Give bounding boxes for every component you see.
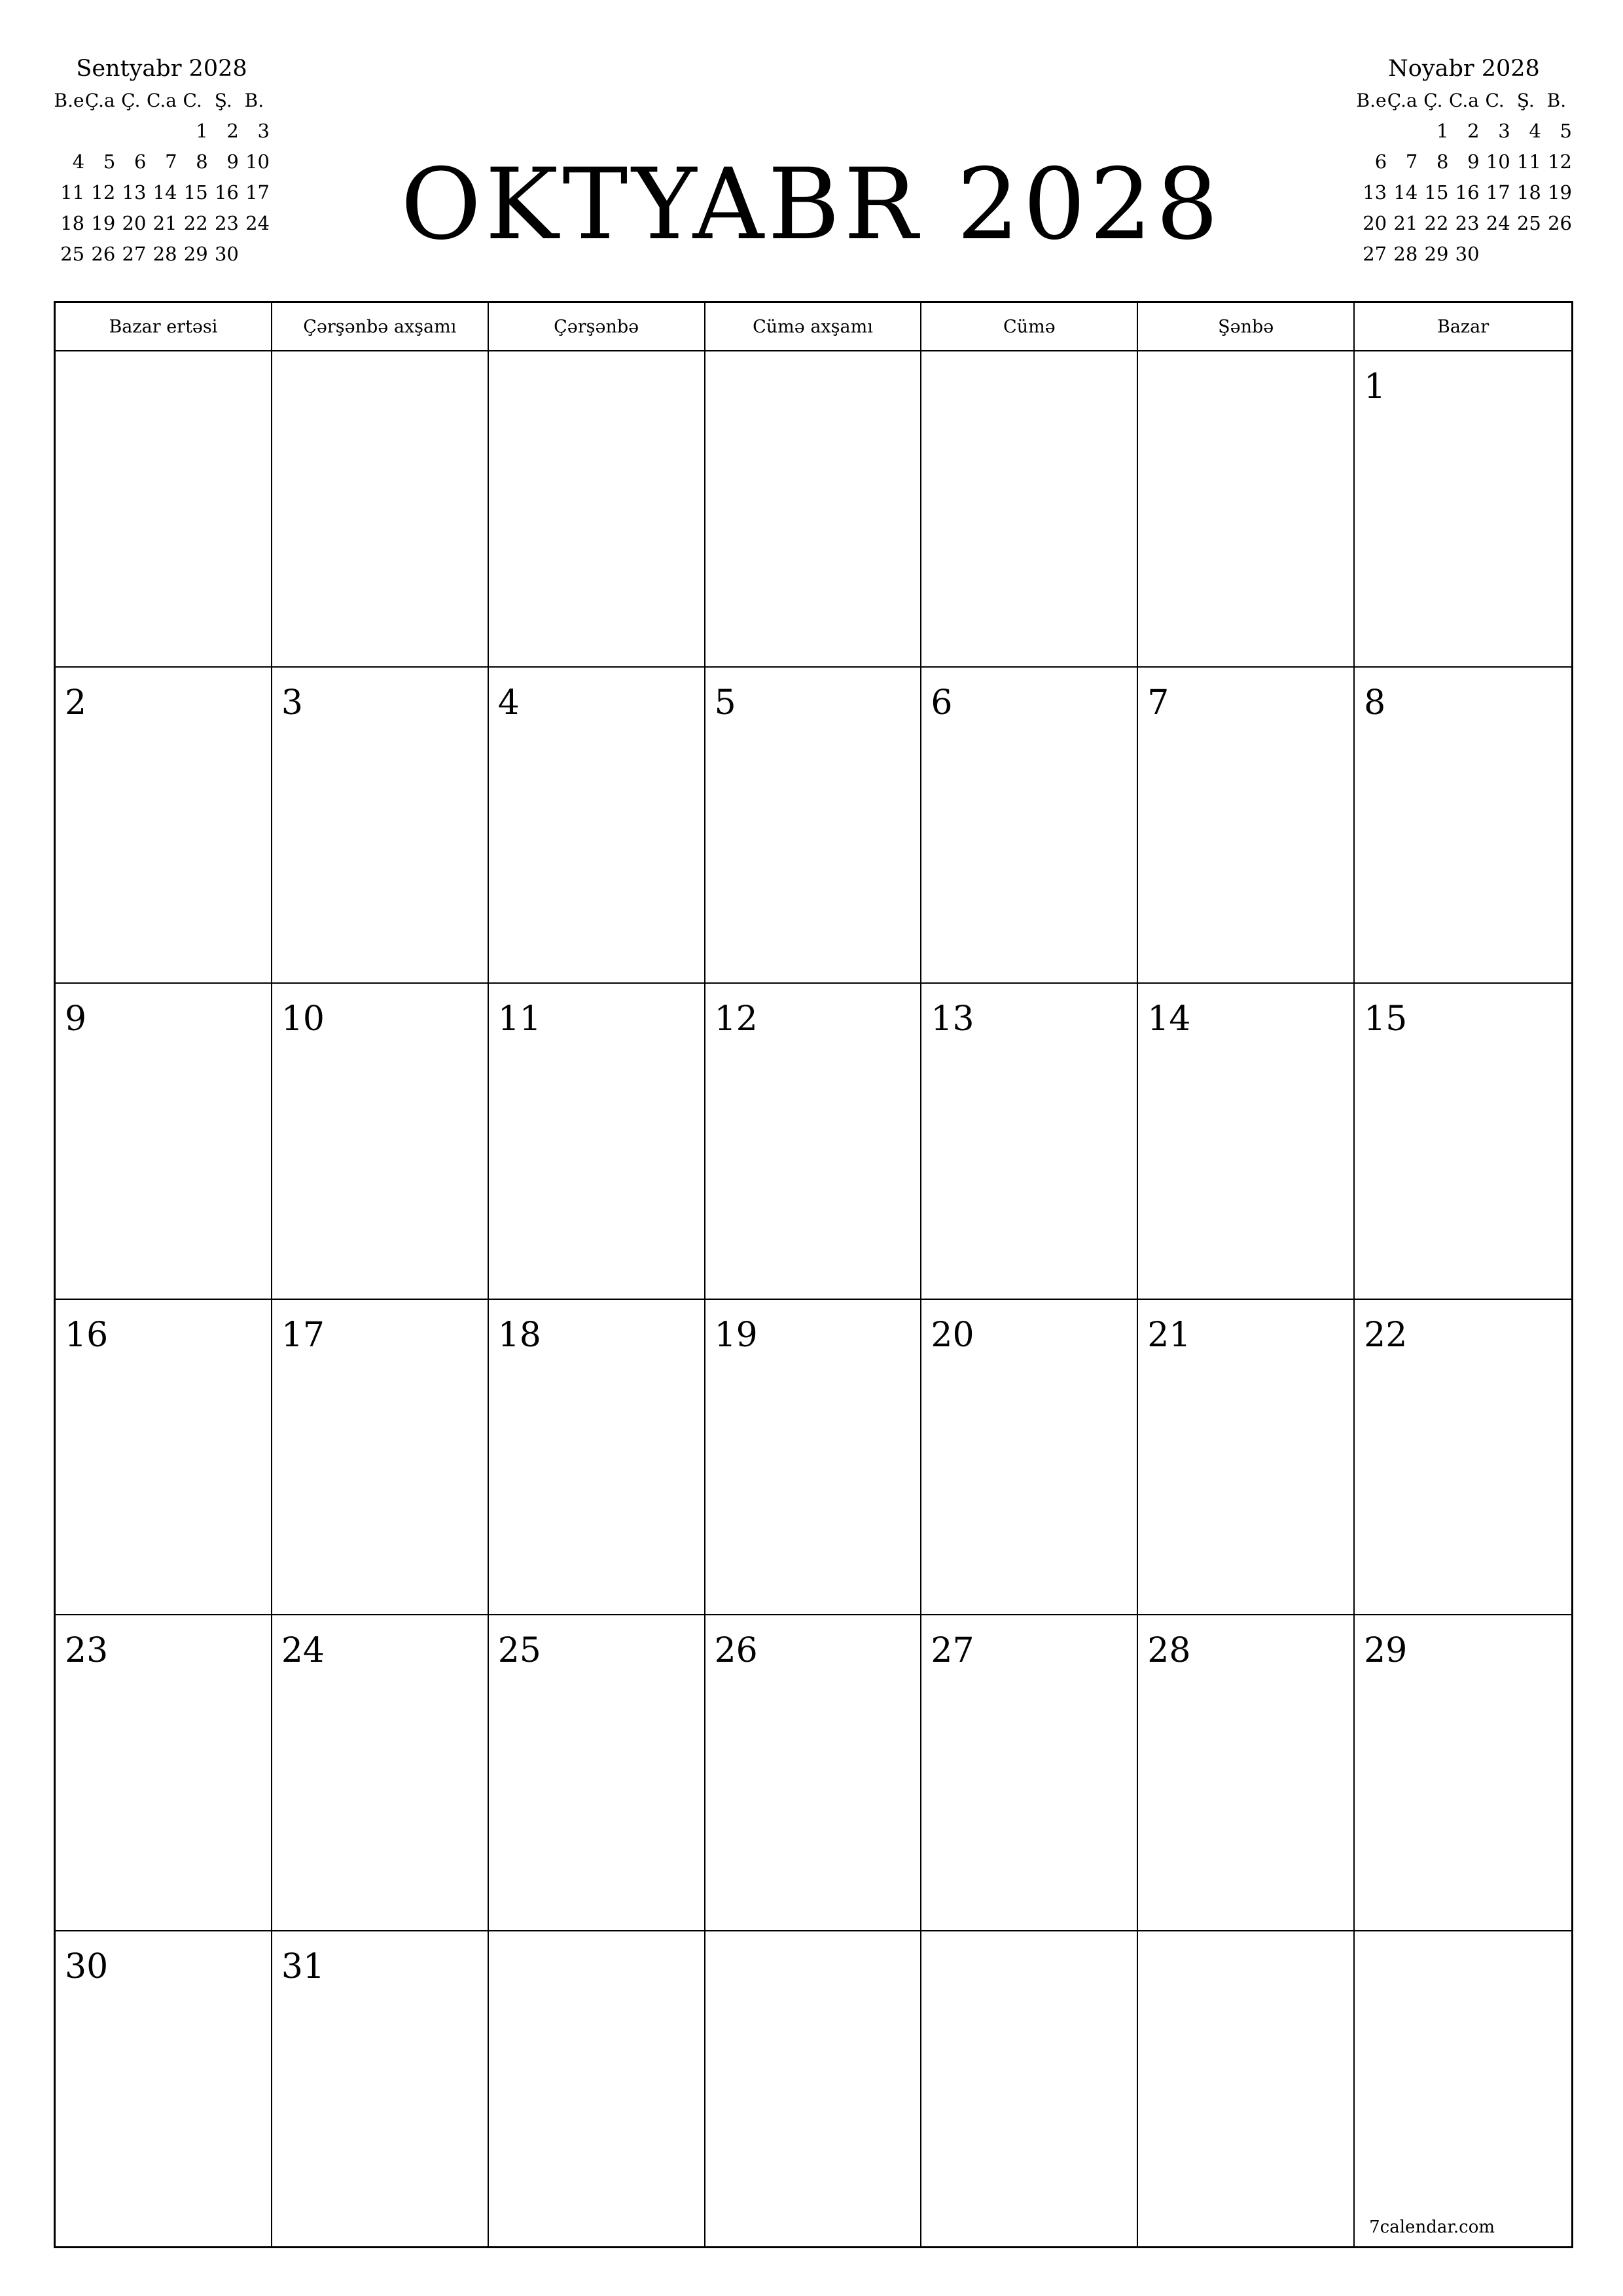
mini-day: 11 bbox=[60, 181, 85, 204]
mini-day: 29 bbox=[183, 243, 208, 265]
day-number: 20 bbox=[931, 1315, 974, 1355]
day-number: 26 bbox=[714, 1631, 758, 1671]
weekday-header: Bazar ertəsi bbox=[56, 303, 272, 350]
day-cell[interactable] bbox=[272, 351, 489, 668]
day-number: 16 bbox=[65, 1315, 109, 1355]
day-number: 14 bbox=[1147, 999, 1191, 1039]
day-cell[interactable] bbox=[921, 1615, 1138, 1931]
mini-day: 24 bbox=[1486, 212, 1510, 234]
day-cell[interactable] bbox=[705, 1300, 922, 1616]
mini-day: 30 bbox=[214, 243, 239, 265]
day-cell[interactable] bbox=[921, 984, 1138, 1300]
day-number: 3 bbox=[281, 683, 303, 723]
day-cell[interactable] bbox=[705, 1931, 922, 2248]
day-number: 8 bbox=[1364, 683, 1386, 723]
day-number: 1 bbox=[1364, 367, 1386, 406]
mini-weekday: Ç.a bbox=[1387, 90, 1418, 111]
day-number: 17 bbox=[281, 1315, 325, 1355]
mini-day: 28 bbox=[1393, 243, 1418, 265]
day-number: 2 bbox=[65, 683, 87, 723]
mini-day: 10 bbox=[245, 151, 270, 173]
day-number: 5 bbox=[714, 683, 736, 723]
day-cell[interactable] bbox=[489, 1931, 705, 2248]
mini-day: 3 bbox=[257, 120, 270, 142]
mini-day: 10 bbox=[1486, 151, 1510, 173]
day-number: 31 bbox=[281, 1947, 325, 1987]
mini-day: 16 bbox=[1455, 181, 1480, 204]
mini-weekday: B. bbox=[1546, 90, 1567, 111]
mini-day: 22 bbox=[1424, 212, 1449, 234]
mini-day: 23 bbox=[214, 212, 239, 234]
mini-weekday: C.a bbox=[1448, 90, 1479, 111]
day-cell[interactable] bbox=[56, 668, 272, 984]
site-watermark: 7calendar.com bbox=[1369, 2217, 1495, 2237]
mini-day: 28 bbox=[152, 243, 177, 265]
day-cell[interactable] bbox=[489, 1615, 705, 1931]
day-cell[interactable] bbox=[1355, 1931, 1571, 2248]
mini-day: 11 bbox=[1516, 151, 1541, 173]
mini-day: 21 bbox=[1393, 212, 1418, 234]
mini-day bbox=[115, 116, 146, 147]
day-number: 22 bbox=[1364, 1315, 1408, 1355]
mini-day: 6 bbox=[134, 151, 147, 173]
mini-day bbox=[54, 116, 84, 147]
day-cell[interactable] bbox=[1355, 1615, 1571, 1931]
mini-day: 25 bbox=[1516, 212, 1541, 234]
day-cell[interactable] bbox=[489, 668, 705, 984]
mini-day: 6 bbox=[1374, 151, 1387, 173]
mini-weekday: Ç.a bbox=[84, 90, 115, 111]
mini-calendar-next-month bbox=[1356, 52, 1572, 270]
mini-day: 22 bbox=[183, 212, 208, 234]
mini-day: 23 bbox=[1455, 212, 1480, 234]
mini-weekday: C.a bbox=[146, 90, 177, 111]
mini-day bbox=[1356, 116, 1387, 147]
day-cell[interactable] bbox=[1355, 351, 1571, 668]
mini-day bbox=[1480, 239, 1510, 270]
mini-day: 20 bbox=[122, 212, 147, 234]
day-cell[interactable] bbox=[489, 1300, 705, 1616]
mini-day: 7 bbox=[165, 151, 177, 173]
weekday-header: Çərşənbə bbox=[489, 303, 705, 350]
mini-day: 2 bbox=[226, 120, 239, 142]
day-number: 28 bbox=[1147, 1631, 1191, 1671]
day-cell[interactable] bbox=[56, 351, 272, 668]
mini-day: 15 bbox=[1424, 181, 1449, 204]
day-cell[interactable] bbox=[1138, 351, 1355, 668]
page-title: OKTYABR 2028 bbox=[401, 148, 1222, 262]
mini-day: 5 bbox=[1560, 120, 1572, 142]
mini-day: 25 bbox=[60, 243, 85, 265]
mini-calendar-grid bbox=[1356, 85, 1572, 270]
mini-day: 17 bbox=[1486, 181, 1510, 204]
mini-day: 9 bbox=[1467, 151, 1480, 173]
day-cell[interactable] bbox=[921, 668, 1138, 984]
day-cell[interactable] bbox=[1355, 984, 1571, 1300]
mini-day: 9 bbox=[226, 151, 239, 173]
mini-calendar-title: Noyabr 2028 bbox=[1388, 56, 1540, 82]
mini-day: 14 bbox=[152, 181, 177, 204]
day-cell[interactable] bbox=[705, 1615, 922, 1931]
mini-day: 26 bbox=[91, 243, 116, 265]
day-cell[interactable] bbox=[1138, 1931, 1355, 2248]
mini-day bbox=[84, 116, 115, 147]
day-number: 24 bbox=[281, 1631, 325, 1671]
weekday-header: Şənbə bbox=[1138, 303, 1355, 350]
day-number: 25 bbox=[497, 1631, 541, 1671]
day-number: 30 bbox=[65, 1947, 109, 1987]
day-cell[interactable] bbox=[56, 1615, 272, 1931]
mini-day bbox=[1541, 239, 1572, 270]
mini-weekday: C. bbox=[183, 90, 202, 111]
weekday-header: Çərşənbə axşamı bbox=[272, 303, 489, 350]
day-cell[interactable] bbox=[1138, 668, 1355, 984]
day-cell[interactable] bbox=[489, 984, 705, 1300]
day-number: 12 bbox=[714, 999, 758, 1039]
day-number: 7 bbox=[1147, 683, 1169, 723]
day-cell[interactable] bbox=[705, 351, 922, 668]
mini-day: 27 bbox=[1363, 243, 1387, 265]
mini-day: 1 bbox=[1436, 120, 1449, 142]
day-cell[interactable] bbox=[1355, 668, 1571, 984]
mini-day bbox=[146, 116, 177, 147]
day-cell[interactable] bbox=[921, 1931, 1138, 2248]
mini-day: 21 bbox=[152, 212, 177, 234]
day-number: 27 bbox=[931, 1631, 974, 1671]
day-number: 13 bbox=[931, 999, 974, 1039]
day-number: 11 bbox=[497, 999, 541, 1039]
month-calendar-grid bbox=[54, 301, 1573, 2248]
day-cell[interactable] bbox=[56, 1931, 272, 2248]
mini-day: 8 bbox=[196, 151, 208, 173]
day-cell[interactable] bbox=[489, 351, 705, 668]
day-number: 23 bbox=[65, 1631, 109, 1671]
mini-weekday: Ç. bbox=[121, 90, 141, 111]
mini-day: 4 bbox=[72, 151, 85, 173]
mini-weekday: B.e bbox=[54, 90, 84, 111]
mini-day: 2 bbox=[1467, 120, 1480, 142]
mini-weekday: Ş. bbox=[1516, 90, 1535, 111]
mini-weekday: B.e bbox=[1356, 90, 1387, 111]
day-cell[interactable] bbox=[1355, 1300, 1571, 1616]
day-number: 19 bbox=[714, 1315, 758, 1355]
mini-weekday: C. bbox=[1485, 90, 1505, 111]
mini-day: 29 bbox=[1424, 243, 1449, 265]
day-cell[interactable] bbox=[705, 668, 922, 984]
mini-day: 26 bbox=[1548, 212, 1572, 234]
day-cell[interactable] bbox=[272, 1615, 489, 1931]
mini-day bbox=[1510, 239, 1541, 270]
mini-day: 27 bbox=[122, 243, 147, 265]
mini-day bbox=[1387, 116, 1418, 147]
mini-day: 15 bbox=[183, 181, 208, 204]
day-cell[interactable] bbox=[272, 984, 489, 1300]
mini-day: 3 bbox=[1498, 120, 1510, 142]
mini-calendar-title: Sentyabr 2028 bbox=[76, 56, 247, 82]
day-cell[interactable] bbox=[1138, 1615, 1355, 1931]
mini-day: 1 bbox=[196, 120, 208, 142]
day-number: 29 bbox=[1364, 1631, 1408, 1671]
day-number: 18 bbox=[497, 1315, 541, 1355]
day-number: 15 bbox=[1364, 999, 1408, 1039]
mini-weekday: Ş. bbox=[214, 90, 232, 111]
mini-day: 4 bbox=[1529, 120, 1541, 142]
day-cell[interactable] bbox=[921, 1300, 1138, 1616]
day-number: 9 bbox=[65, 999, 87, 1039]
weekday-header-row bbox=[56, 303, 1571, 351]
day-cell[interactable] bbox=[56, 984, 272, 1300]
mini-day: 5 bbox=[103, 151, 116, 173]
weekday-header: Bazar bbox=[1436, 316, 1489, 337]
mini-day: 7 bbox=[1405, 151, 1418, 173]
day-cell[interactable] bbox=[1138, 984, 1355, 1300]
day-cell[interactable] bbox=[921, 351, 1138, 668]
day-number: 10 bbox=[281, 999, 325, 1039]
mini-day: 13 bbox=[1363, 181, 1387, 204]
mini-day: 12 bbox=[1548, 151, 1572, 173]
day-cell[interactable] bbox=[56, 1300, 272, 1616]
day-cell[interactable] bbox=[705, 984, 922, 1300]
weekday-header: Cümə axşamı bbox=[705, 303, 922, 350]
weekday-header: Cümə bbox=[921, 303, 1138, 350]
day-cell[interactable] bbox=[272, 1931, 489, 2248]
mini-day: 12 bbox=[91, 181, 116, 204]
day-cell[interactable] bbox=[272, 668, 489, 984]
day-number: 6 bbox=[931, 683, 953, 723]
day-number: 4 bbox=[497, 683, 520, 723]
mini-day: 17 bbox=[245, 181, 270, 204]
mini-day: 24 bbox=[245, 212, 270, 234]
mini-day: 18 bbox=[1516, 181, 1541, 204]
mini-day: 8 bbox=[1436, 151, 1449, 173]
day-number: 21 bbox=[1147, 1315, 1191, 1355]
day-cell[interactable] bbox=[272, 1300, 489, 1616]
mini-day: 20 bbox=[1363, 212, 1387, 234]
day-cell[interactable] bbox=[1138, 1300, 1355, 1616]
mini-day: 19 bbox=[1548, 181, 1572, 204]
mini-weekday: Ç. bbox=[1423, 90, 1443, 111]
mini-day: 16 bbox=[214, 181, 239, 204]
mini-day: 30 bbox=[1455, 243, 1480, 265]
mini-day: 13 bbox=[122, 181, 147, 204]
mini-day: 18 bbox=[60, 212, 85, 234]
mini-day: 19 bbox=[91, 212, 116, 234]
day-cells bbox=[56, 351, 1571, 2248]
mini-day: 14 bbox=[1393, 181, 1418, 204]
mini-weekday: B. bbox=[244, 90, 264, 111]
